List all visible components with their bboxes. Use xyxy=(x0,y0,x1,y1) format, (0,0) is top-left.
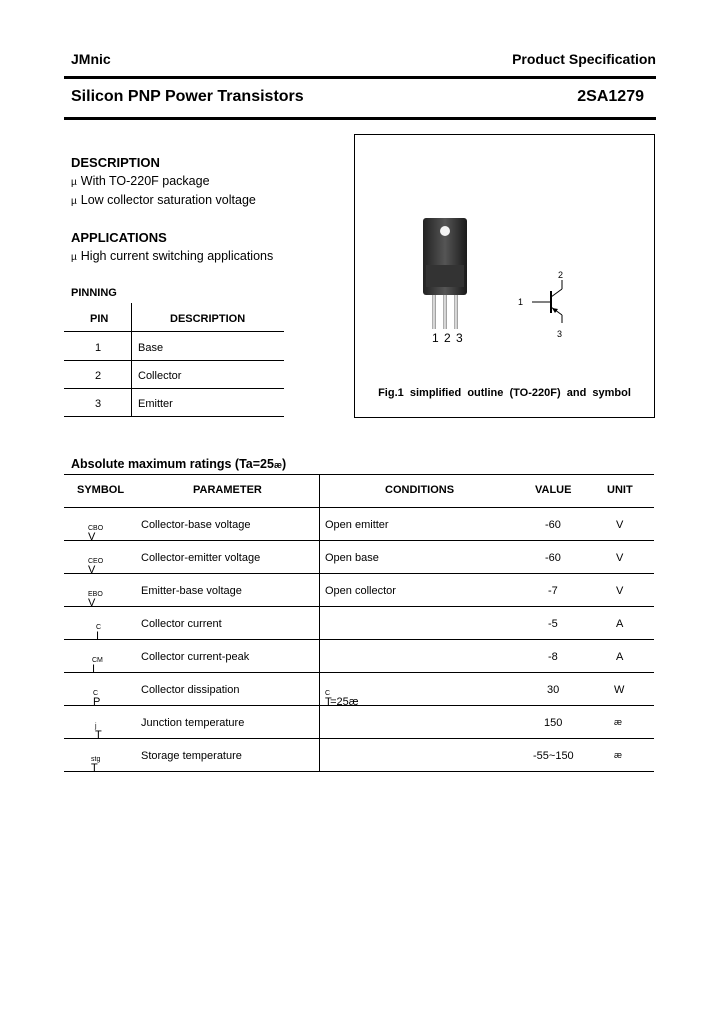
table-row xyxy=(64,705,654,739)
doc-type: Product Specification xyxy=(512,51,656,67)
rating-value: -7 xyxy=(548,585,558,597)
rating-unit: V xyxy=(616,519,624,531)
pinning-heading: PINNING xyxy=(71,287,117,299)
table-row xyxy=(64,672,654,706)
package-pin-labels: 1 2 3 xyxy=(432,331,464,345)
rating-unit: A xyxy=(616,618,624,630)
ratings-header-row xyxy=(64,474,654,508)
table-row xyxy=(64,639,654,673)
rating-symbol: I $_C$ xyxy=(96,624,102,642)
symbol-pin1-label: 1 xyxy=(518,297,524,307)
to220f-package-image xyxy=(410,215,480,335)
pinning-col-desc: DESCRIPTION xyxy=(170,313,246,325)
pin-description: Collector xyxy=(138,370,182,382)
rating-unit: æ xyxy=(614,717,623,727)
pin-number: 2 xyxy=(95,370,102,382)
ratings-heading: Absolute maximum ratings (Ta=25æ) xyxy=(71,457,287,471)
rating-parameter: Collector current xyxy=(141,618,222,630)
rating-parameter: Emitter-base voltage xyxy=(141,585,242,597)
table-row xyxy=(64,507,654,541)
rating-condition: Open collector xyxy=(325,585,396,597)
rating-unit: W xyxy=(614,684,625,696)
pin-number: 1 xyxy=(95,342,102,354)
rating-parameter: Junction temperature xyxy=(141,717,245,729)
table-row xyxy=(64,332,284,361)
col-symbol: SYMBOL xyxy=(77,484,125,496)
table-row xyxy=(64,738,654,772)
table-row xyxy=(64,540,654,574)
rating-condition: Open base xyxy=(325,552,379,564)
pinning-col-pin: PIN xyxy=(90,313,109,325)
rating-symbol: V $_{CBO}$ xyxy=(88,525,104,543)
rating-value: -60 xyxy=(545,519,561,531)
pnp-transistor-symbol-icon xyxy=(527,277,587,337)
pin-number: 3 xyxy=(95,398,102,410)
rating-parameter: Collector-emitter voltage xyxy=(141,552,261,564)
rating-symbol: V $_{CEO}$ xyxy=(88,558,104,576)
rating-symbol: P $_C$ xyxy=(93,690,101,708)
table-row xyxy=(64,606,654,640)
rating-parameter: Collector current-peak xyxy=(141,651,250,663)
rating-parameter: Collector-base voltage xyxy=(141,519,251,531)
rating-symbol: I $_{CM}$ xyxy=(92,657,103,675)
rating-value: 150 xyxy=(544,717,563,729)
bullet-icon: µ xyxy=(71,196,77,207)
rating-value: -8 xyxy=(548,651,558,663)
rating-unit: V xyxy=(616,585,624,597)
rating-value: 30 xyxy=(547,684,560,696)
col-value: VALUE xyxy=(535,484,572,496)
bullet-icon: µ xyxy=(71,252,77,263)
rating-parameter: Collector dissipation xyxy=(141,684,240,696)
rating-symbol: T $_{stg}$ xyxy=(91,756,101,774)
rating-condition: T $_C$ =25æ xyxy=(325,690,359,708)
table-row xyxy=(64,360,284,389)
rating-value: -5 xyxy=(548,618,558,630)
description-item: µ Low collector saturation voltage xyxy=(71,193,256,207)
description-item: µ With TO-220F package xyxy=(71,174,210,188)
page-title: Silicon PNP Power Transistors xyxy=(71,88,304,105)
col-conditions: CONDITIONS xyxy=(385,484,455,496)
col-parameter: PARAMETER xyxy=(193,484,262,496)
table-row xyxy=(64,388,284,417)
figure-box xyxy=(354,134,655,418)
rating-unit: A xyxy=(616,651,624,663)
rating-value: -60 xyxy=(545,552,561,564)
rating-unit: æ xyxy=(614,750,623,760)
rating-unit: V xyxy=(616,552,624,564)
part-number: 2SA1279 xyxy=(577,88,644,105)
rating-symbol: T $_j$ xyxy=(95,723,102,741)
applications-heading: APPLICATIONS xyxy=(71,230,167,245)
pin-description: Base xyxy=(138,342,164,354)
rating-parameter: Storage temperature xyxy=(141,750,242,762)
figure-caption: Fig.1 simplified outline (TO-220F) and symbol xyxy=(378,387,631,399)
rating-condition: Open emitter xyxy=(325,519,389,531)
symbol-pin3-label: 3 xyxy=(557,329,563,339)
symbol-pin2-label: 2 xyxy=(558,270,564,280)
applications-item: µ High current switching applications xyxy=(71,249,274,263)
pin-description: Emitter xyxy=(138,398,173,410)
company-name: JMnic xyxy=(71,51,111,67)
table-row xyxy=(64,573,654,607)
bullet-icon: µ xyxy=(71,177,77,188)
rating-symbol: V $_{EBO}$ xyxy=(88,591,103,609)
rating-value: -55~150 xyxy=(533,750,574,762)
header-rule-bottom xyxy=(64,117,656,120)
pinning-header-row xyxy=(64,303,284,332)
description-heading: DESCRIPTION xyxy=(71,155,160,170)
header-rule-top xyxy=(64,76,656,79)
col-unit: UNIT xyxy=(607,484,633,496)
